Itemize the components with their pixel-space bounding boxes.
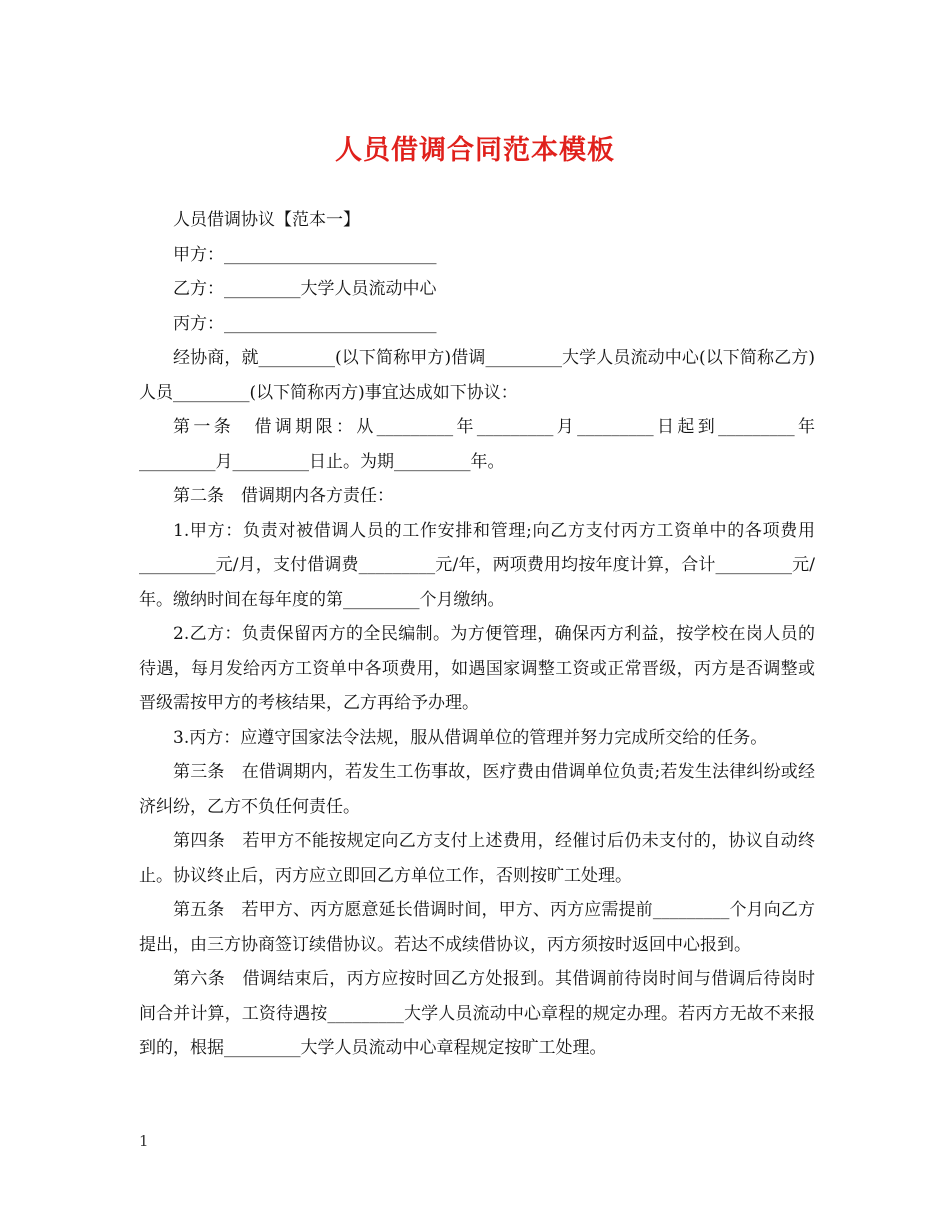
party-c-line: 丙方：_________________________	[173, 313, 437, 334]
article-3: 第三条 在借调期内，若发生工伤事故，医疗费由借调单位负责;若发生法律纠纷或经济纠纷，乙方不负任何责任。	[139, 762, 815, 817]
party-b-line: 乙方：_________大学人员流动中心	[173, 279, 437, 299]
article-2-item-2: 2.乙方：负责保留丙方的全民编制。为方便管理，确保丙方利益，按学校在岗人员的待遇，每月发给丙方工资单中各项费用，如遇国家调整工资或正常晋级，丙方是否调整或晋级需按甲方的考核结果，乙方再给予办理。	[139, 624, 815, 713]
document-title: 人员借调合同范本模板	[335, 135, 615, 166]
article-4: 第四条 若甲方不能按规定向乙方支付上述费用，经催讨后仍未支付的，协议自动终止。协议终止后，丙方应立即回乙方单位工作，否则按旷工处理。	[139, 831, 815, 886]
article-1: 第一条 借调期限：从_________年_________月_________日起到_________年_________月_________日止。为期_________年。	[139, 417, 815, 472]
article-6: 第六条 借调结束后，丙方应按时回乙方处报到。其借调前待岗时间与借调后待岗时间合并计算，工资待遇按_________大学人员流动中心章程的规定办理。若丙方无故不来报到的，根据_________大学人员流动中心章程规定按旷工处理。	[139, 969, 815, 1058]
article-2-item-3: 3.丙方：应遵守国家法令法规，服从借调单位的管理并努力完成所交给的任务。	[173, 727, 768, 748]
agreement-heading: 人员借调协议【范本一】	[173, 210, 360, 230]
article-2-heading: 第二条 借调期内各方责任：	[173, 486, 394, 506]
document-body	[139, 203, 815, 1066]
page-number: 1	[139, 1132, 149, 1150]
article-2-item-1: 1.甲方：负责对被借调人员的工作安排和管理;向乙方支付丙方工资单中的各项费用_________元/月，支付借调费_________元/年，两项费用均按年度计算，合计_________元/年。缴纳时间在每年度的第_________个月缴纳。	[139, 520, 815, 610]
party-a-line: 甲方：_________________________	[173, 244, 437, 265]
preamble-paragraph: 经协商，就_________(以下简称甲方)借调_________大学人员流动中心(以下简称乙方)人员_________(以下简称丙方)事宜达成如下协议：	[139, 348, 815, 403]
article-5: 第五条 若甲方、丙方愿意延长借调时间，甲方、丙方应需提前_________个月向乙方提出，由三方协商签订续借协议。若达不成续借协议，丙方须按时返回中心报到。	[139, 900, 815, 955]
